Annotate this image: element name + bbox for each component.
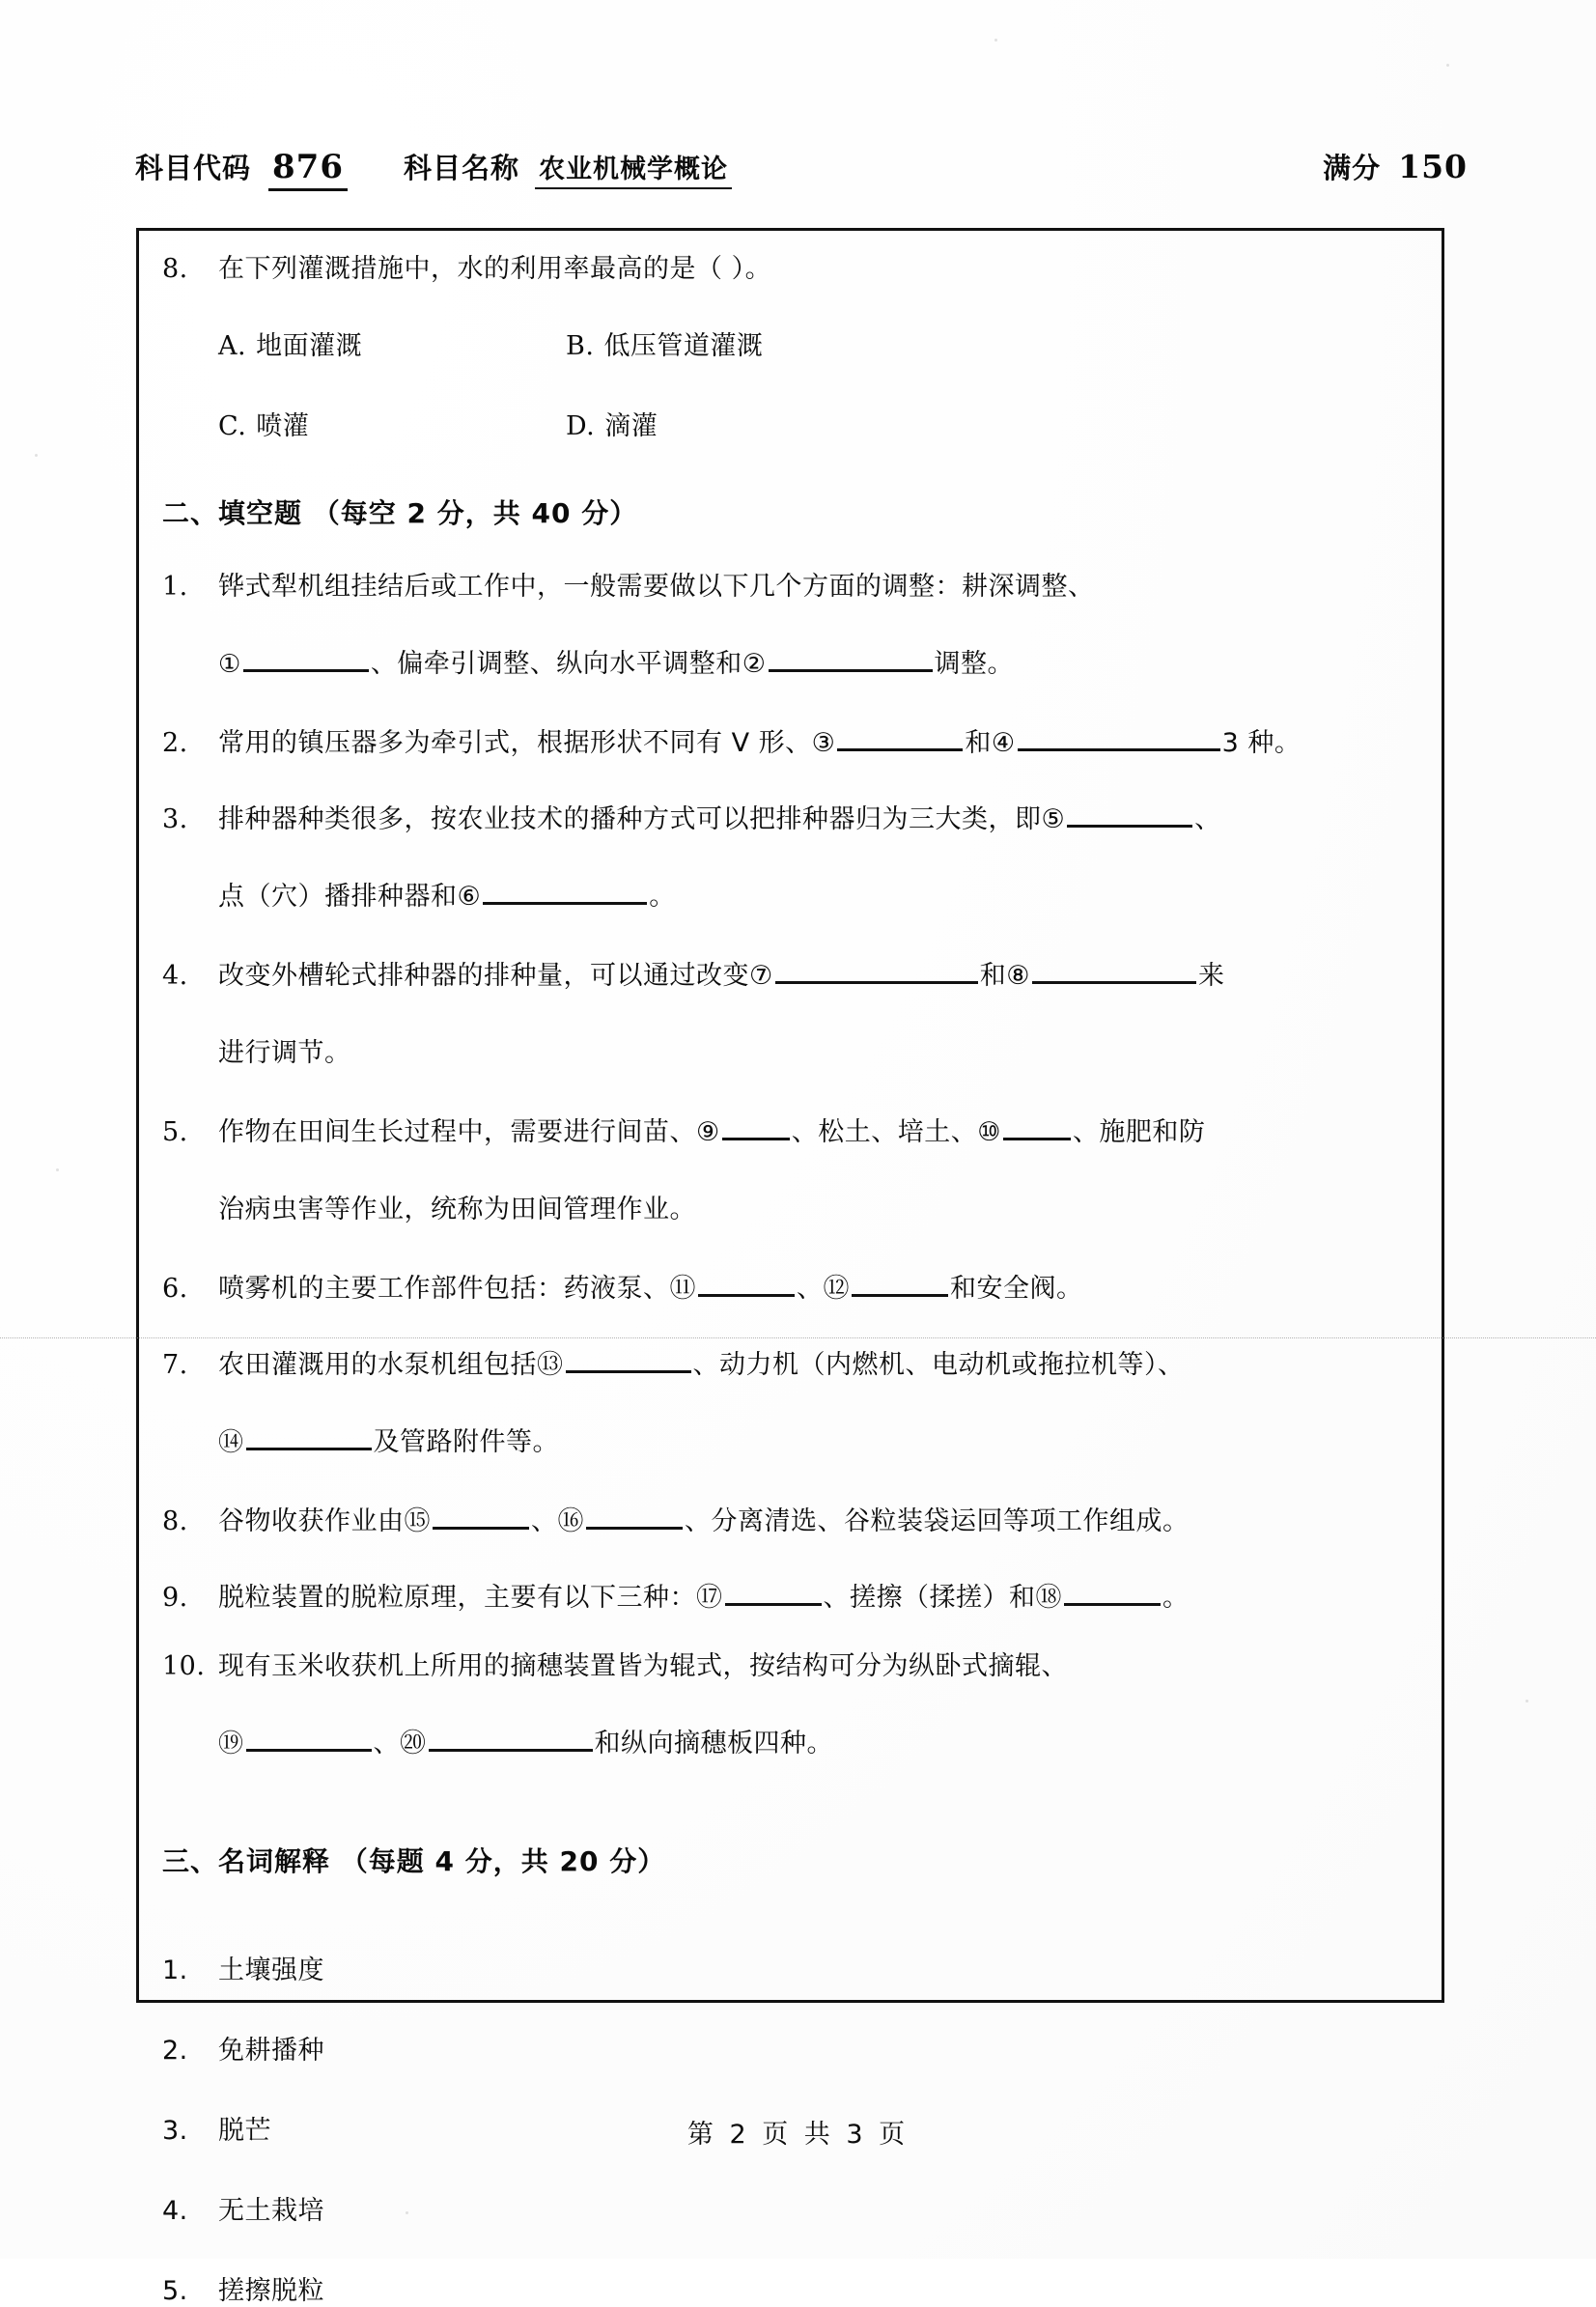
fill-item-1-end: 调整。 (934, 649, 1015, 679)
fill-item-5-line2-text: 治病虫害等作业，统称为田间管理作业。 (218, 1195, 696, 1224)
fill-item-4-line2 (162, 1031, 1413, 1069)
fill-item-3-start: 排种器种类很多，按农业技术的播种方式可以把排种器归为三大类，即⑤ (218, 804, 1066, 834)
blank-field-12[interactable] (852, 1268, 948, 1297)
fill-item-6-line1 (162, 1268, 1413, 1302)
blank-field-7[interactable] (775, 955, 978, 984)
blank-marker-14: ⑭ (218, 1428, 244, 1457)
fill-item-5-start: 作物在田间生长过程中，需要进行间苗、⑨ (218, 1117, 720, 1147)
subject-code-label: 科目代码 (135, 152, 252, 184)
mc-option-a-letter: A. (218, 331, 247, 361)
scan-speck (1446, 64, 1449, 67)
term-item-1-number: 1. (162, 1955, 188, 1985)
fill-item-9-body (218, 1577, 1413, 1611)
term-item-4 (162, 2189, 1413, 2227)
fill-item-1-line1 (162, 574, 1413, 600)
subject-name-value: 农业机械学概论 (535, 148, 732, 189)
mc-option-c-text: 喷灌 (256, 411, 310, 441)
term-item-4-number-wrap (162, 2196, 218, 2226)
blank-field-5[interactable] (1067, 799, 1192, 828)
fill-item-8-number: 8. (162, 1506, 188, 1536)
term-item-2 (162, 2029, 1413, 2067)
fill-item-2-mid: 和④ (965, 728, 1016, 758)
blank-field-20[interactable] (429, 1723, 593, 1752)
spacer (162, 913, 1413, 955)
mc-question-stem: 在下列灌溉措施中，水的利用率最高的是（ ）。 (218, 254, 772, 284)
fill-item-3-line2-end: 。 (649, 882, 676, 912)
fill-item-3-number: 3. (162, 804, 188, 834)
blank-field-16[interactable] (586, 1501, 683, 1530)
fill-item-9-end: 。 (1162, 1583, 1190, 1613)
fill-item-6-mid: 、⑫ (797, 1274, 850, 1304)
fill-item-6-end: 和安全阀。 (950, 1274, 1083, 1304)
fill-item-5-body (218, 1111, 1413, 1145)
spacer (162, 282, 1413, 324)
spacer (162, 1986, 1413, 2029)
spacer (162, 1759, 1413, 1817)
full-score-value: 150 (1398, 148, 1468, 185)
fill-item-7-line1 (162, 1344, 1413, 1378)
fill-item-3-tail: 、 (1194, 804, 1221, 834)
term-item-2-number: 2. (162, 2036, 188, 2066)
blank-field-8[interactable] (1032, 955, 1196, 984)
fill-item-7-number: 7. (162, 1350, 188, 1380)
fill-item-4-start: 改变外槽轮式排种器的排种量，可以通过改变⑦ (218, 961, 773, 991)
fill-item-10-end: 和纵向摘穗板四种。 (594, 1729, 834, 1758)
spacer (162, 1458, 1413, 1501)
fill-item-9-start: 脱粒装置的脱粒原理，主要有以下三种：⑰ (218, 1583, 723, 1613)
fill-item-3-body (218, 799, 1413, 832)
section-terms-heading: 三、名词解释 （每题 4 分，共 20 分） (162, 1845, 666, 1877)
mc-option-c-letter: C. (218, 411, 247, 441)
blank-field-4[interactable] (1018, 722, 1220, 751)
fill-item-5-end: 、施肥和防 (1072, 1117, 1206, 1147)
scan-speck (56, 1168, 59, 1171)
term-item-2-number-wrap (162, 2036, 218, 2066)
scan-speck (1526, 1700, 1528, 1702)
mc-option-a[interactable] (218, 324, 566, 362)
blank-marker-19: ⑲ (218, 1730, 244, 1758)
blank-field-13[interactable] (566, 1344, 691, 1373)
blank-field-14[interactable] (246, 1421, 372, 1450)
fill-item-10-line1 (162, 1653, 1413, 1679)
fill-item-2-end: 3 种。 (1221, 728, 1302, 758)
mc-option-a-text: 地面灌溉 (256, 331, 363, 361)
mc-option-b[interactable] (566, 324, 763, 362)
fill-item-7-line2-end: 及管路附件等。 (373, 1427, 560, 1457)
blank-field-10[interactable] (1003, 1111, 1071, 1140)
mc-option-d-letter: D. (566, 411, 596, 441)
fill-item-7-line2 (162, 1421, 1413, 1458)
fill-item-7-end: 、动力机（内燃机、电动机或拖拉机等）、 (692, 1350, 1185, 1380)
fill-item-10-mid: 、⑳ (373, 1729, 427, 1758)
exam-header (135, 147, 1468, 191)
fill-item-4-line1 (162, 955, 1413, 989)
fill-item-4-number: 4. (162, 961, 188, 991)
fill-item-8-body (218, 1501, 1413, 1534)
scan-speck (35, 454, 38, 457)
term-item-5-text: 搓擦脱粒 (218, 2276, 324, 2306)
spacer (162, 1225, 1413, 1268)
full-score-label: 满分 (1323, 152, 1382, 184)
subject-code-value: 876 (268, 148, 348, 191)
term-item-4-text: 无土栽培 (218, 2196, 324, 2226)
blank-field-6[interactable] (483, 876, 647, 905)
spacer (162, 1817, 1413, 1841)
spacer (162, 2227, 1413, 2269)
fill-item-8-line1 (162, 1501, 1413, 1534)
spacer (162, 362, 1413, 405)
section-fill-heading: 二、填空题 （每空 2 分，共 40 分） (162, 497, 638, 529)
fill-item-10-number: 10. (162, 1651, 206, 1681)
fill-item-2-start: 常用的镇压器多为牵引式，根据形状不同有 V 形、③ (218, 728, 836, 758)
blank-marker-1: ① (218, 650, 241, 679)
subject-name-label: 科目名称 (404, 152, 520, 184)
term-item-1-number-wrap (162, 1955, 218, 1985)
spacer (162, 1937, 1413, 1949)
mc-option-d[interactable] (566, 405, 658, 442)
mc-option-d-text: 滴灌 (604, 411, 658, 441)
spacer (162, 680, 1413, 722)
blank-field-18[interactable] (1064, 1577, 1161, 1606)
fill-item-8-mid: 、⑯ (531, 1506, 584, 1536)
blank-field-17[interactable] (725, 1577, 822, 1606)
fill-item-3-line1 (162, 799, 1413, 832)
term-item-1-text: 土壤强度 (218, 1955, 324, 1985)
fill-item-6-body (218, 1268, 1413, 1302)
fill-item-1-line2 (162, 642, 1413, 680)
fill-item-7-start: 农田灌溉用的水泵机组包括⑬ (218, 1350, 564, 1380)
spacer (162, 1679, 1413, 1722)
fill-item-6-number: 6. (162, 1274, 188, 1304)
fill-item-9-mid: 、搓擦（揉搓）和⑱ (823, 1583, 1062, 1613)
mc-question-number: 8. (162, 254, 188, 284)
spacer (162, 2147, 1413, 2189)
spacer (162, 442, 1413, 492)
fill-item-7-body (218, 1344, 1413, 1378)
fill-item-8-start: 谷物收获作业由⑮ (218, 1506, 431, 1536)
blank-field-1[interactable] (243, 643, 369, 672)
blank-field-11[interactable] (698, 1268, 795, 1297)
fill-item-4-line2-text: 进行调节。 (218, 1038, 351, 1068)
fill-item-10-text: 现有玉米收获机上所用的摘穗装置皆为辊式，按结构可分为纵卧式摘辊、 (218, 1651, 1068, 1681)
fill-item-5-line2 (162, 1188, 1413, 1225)
fill-item-10-line2 (162, 1722, 1413, 1759)
fill-item-2-line1 (162, 722, 1413, 756)
spacer (162, 531, 1413, 574)
scan-speck (994, 39, 997, 42)
blank-field-9[interactable] (722, 1111, 790, 1140)
spacer (162, 756, 1413, 799)
mc-option-c[interactable] (218, 405, 566, 442)
mc-options-row-2 (162, 405, 1413, 442)
term-item-2-text: 免耕播种 (218, 2036, 324, 2066)
blank-field-2[interactable] (769, 643, 933, 672)
fill-item-5-mid: 、松土、培土、⑩ (791, 1117, 1001, 1147)
fill-item-2-number: 2. (162, 728, 188, 758)
spacer (162, 1069, 1413, 1111)
spacer (162, 1611, 1413, 1653)
spacer (162, 989, 1413, 1031)
term-item-3-number: 3. (162, 2116, 188, 2146)
spacer (162, 600, 1413, 642)
fill-item-1-mid: 、偏牵引调整、纵向水平调整和② (370, 649, 767, 679)
full-score-group (1323, 147, 1468, 186)
term-item-5-number-wrap (162, 2276, 218, 2306)
spacer (162, 1378, 1413, 1421)
fill-item-4-mid: 和⑧ (979, 961, 1030, 991)
mc-options-row-1 (162, 324, 1413, 362)
fill-item-4-body (218, 955, 1413, 989)
fill-item-9-number: 9. (162, 1583, 188, 1613)
blank-field-15[interactable] (433, 1501, 529, 1530)
mc-question-8 (162, 256, 1413, 282)
spacer (162, 1534, 1413, 1577)
fill-item-2-body (218, 722, 1413, 756)
spacer (162, 832, 1413, 875)
fill-item-6-start: 喷雾机的主要工作部件包括：药液泵、⑪ (218, 1274, 696, 1304)
scan-fold-line (0, 1337, 1596, 1339)
blank-field-3[interactable] (837, 722, 963, 751)
spacer (162, 2067, 1413, 2109)
fill-item-1-text: 铧式犁机组挂结后或工作中，一般需要做以下几个方面的调整：耕深调整、 (218, 572, 1095, 602)
term-item-3-text: 脱芒 (218, 2116, 271, 2146)
mc-option-b-letter: B. (566, 331, 595, 361)
fill-item-5-number: 5. (162, 1117, 188, 1147)
fill-item-1-number: 1. (162, 572, 188, 602)
term-item-5-number: 5. (162, 2276, 188, 2306)
fill-item-8-end: 、分离清选、谷粒装袋运回等项工作组成。 (685, 1506, 1190, 1536)
term-item-4-number: 4. (162, 2196, 188, 2226)
term-item-5 (162, 2269, 1413, 2307)
fill-item-3-line2-start: 点（穴）播排种器和⑥ (218, 882, 482, 912)
fill-item-3-line2 (162, 875, 1413, 913)
spacer (162, 1145, 1413, 1188)
page-footer: 第 2 页 共 3 页 (686, 2120, 910, 2150)
mc-option-b-text: 低压管道灌溉 (603, 331, 764, 361)
blank-field-19[interactable] (246, 1723, 372, 1752)
fill-item-9-line1 (162, 1577, 1413, 1611)
fill-item-5-line1 (162, 1111, 1413, 1145)
term-item-1 (162, 1949, 1413, 1986)
spacer (162, 1879, 1413, 1937)
fill-item-4-end: 来 (1197, 961, 1225, 991)
